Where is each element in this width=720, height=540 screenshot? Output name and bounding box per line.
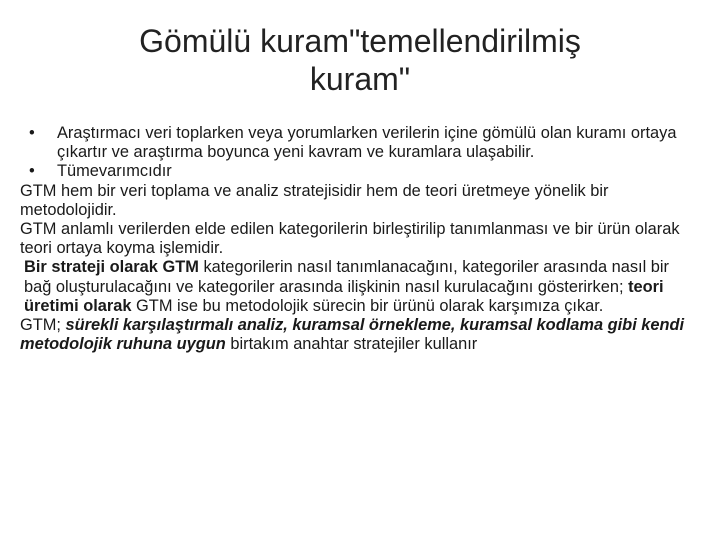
title-line-2: kuram" xyxy=(309,61,411,97)
bold-italic-strategies: sürekli karşılaştırmalı analiz, kuramsal örnekleme, kuramsal kodlama gibi kendi metodolojik ruhuna uygun xyxy=(20,316,685,354)
bullet-icon: • xyxy=(29,124,35,142)
strategy-text-2: GTM ise bu metodolojik sürecin bir ürünü olarak karşımıza çıkar. xyxy=(131,296,604,315)
bullet-item xyxy=(20,162,700,181)
bullet-item xyxy=(20,124,700,162)
slide-body xyxy=(20,124,700,354)
bullet-text: Araştırmacı veri toplarken veya yorumlarken verilerin içine gömülü olan kuramı ortaya çıkartır ve araştırma boyunca yeni kavram ve kuramlara ulaşabilir. xyxy=(57,124,677,162)
strategies-text-2: birtakım anahtar stratejiler kullanır xyxy=(225,335,478,354)
bold-theory-phrase: teori üretimi olarak xyxy=(24,277,664,315)
paragraph-strategy xyxy=(20,258,700,316)
bullet-text: Tümevarımcıdır xyxy=(57,162,172,181)
paragraph-key-strategies xyxy=(20,316,700,354)
strategies-text-1: GTM; xyxy=(20,316,66,335)
bold-strategy-phrase: Bir strateji olarak GTM xyxy=(24,258,199,277)
strategy-text-1: kategorilerin nasıl tanımlanacağını, kategoriler arasında nasıl bir bağ oluşturulacağını ve kategoriler arasında ilişkinin nasıl kurulacağını gösterirken; xyxy=(24,258,670,296)
bullet-icon: • xyxy=(29,162,35,181)
paragraph-gtm-definition: GTM hem bir veri toplama ve analiz stratejisidir hem de teori üretmeye yönelik bir metodolojidir. xyxy=(20,181,609,219)
title-line-1: Gömülü kuram"temellendirilmiş xyxy=(139,23,581,59)
paragraph-gtm-process: GTM anlamlı verilerden elde edilen kategorilerin birleştirilip tanımlanması ve bir ürün olarak teori ortaya koyma işlemidir. xyxy=(20,220,680,258)
slide-title xyxy=(60,22,660,98)
